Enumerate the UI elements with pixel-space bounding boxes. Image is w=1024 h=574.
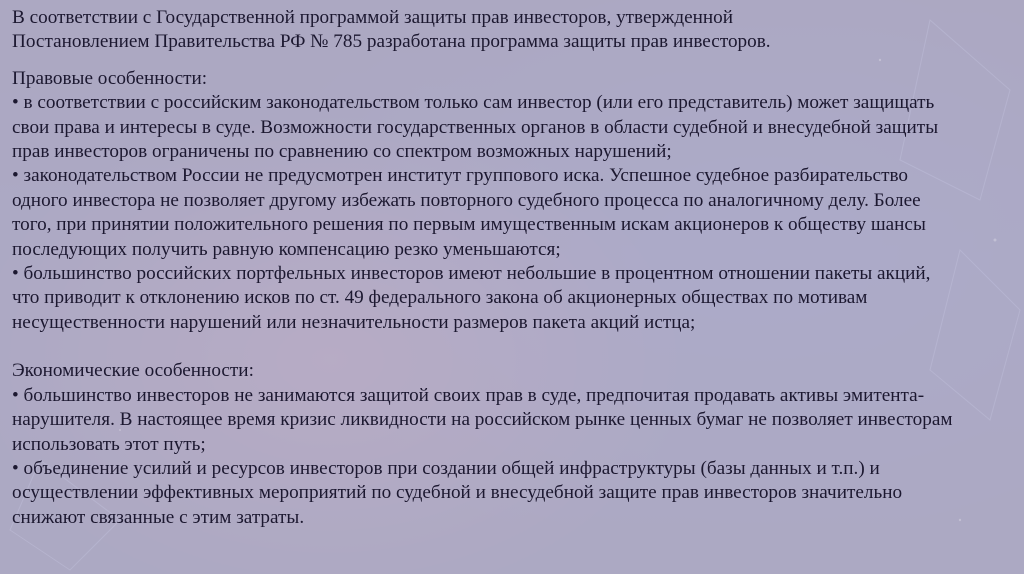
spacer [12,335,1024,359]
legal-line: того, при принятии положительного решения по первым имущественным искам акционеров к обществу шансы [12,214,926,236]
intro-line: Постановлением Правительства РФ № 785 разработана программа защиты прав инвесторов. [12,31,771,53]
economic-line: использовать этот путь; [12,433,206,455]
economic-heading: Экономические особенности: [12,360,254,382]
economic-line: нарушителя. В настоящее время кризис ликвидности на российском рынке ценных бумаг не позволяет инвесторам [12,409,953,431]
legal-line: свои права и интересы в суде. Возможности государственных органов в области судебной и внесудебной защиты [12,116,939,138]
legal-line: что приводит к отклонению исков по ст. 49 федерального закона об акционерных обществах по мотивам [12,287,868,309]
economic-line: снижают связанные с этим затраты. [12,506,305,528]
legal-line: • большинство российских портфельных инвесторов имеют небольшие в процентном отношении пакеты акций, [12,263,931,285]
legal-line: • законодательством России не предусмотрен институт группового иска. Успешное судебное разбирательство [12,165,908,187]
intro-line: В соответствии с Государственной программой защиты прав инвесторов, утвержденной [12,7,734,28]
legal-line: несущественности нарушений или незначительности размеров пакета акций истца; [12,311,696,333]
legal-line: прав инвесторов ограничены по сравнению со спектром возможных нарушений; [12,141,672,163]
legal-line: одного инвестора не позволяет другому избежать повторного судебного процесса по аналогичному делу. Более [12,189,921,211]
spacer [12,55,1024,67]
economic-line: осуществлении эффективных мероприятий по судебной и внесудебной защите прав инвесторов значительно [12,482,903,504]
legal-line: • в соответствии с российским законодательством только сам инвестор (или его представитель) может защищать [12,92,935,114]
legal-line: последующих получить равную компенсацию резко уменьшаются; [12,238,561,260]
economic-line: • объединение усилий и ресурсов инвесторов при создании общей инфраструктуры (базы данных и т.п.) и [12,457,880,479]
legal-heading: Правовые особенности: [12,67,208,89]
economic-line: • большинство инвесторов не занимаются защитой своих прав в суде, предпочитая продавать активы эмитента- [12,384,925,406]
slide-body [12,6,1024,530]
